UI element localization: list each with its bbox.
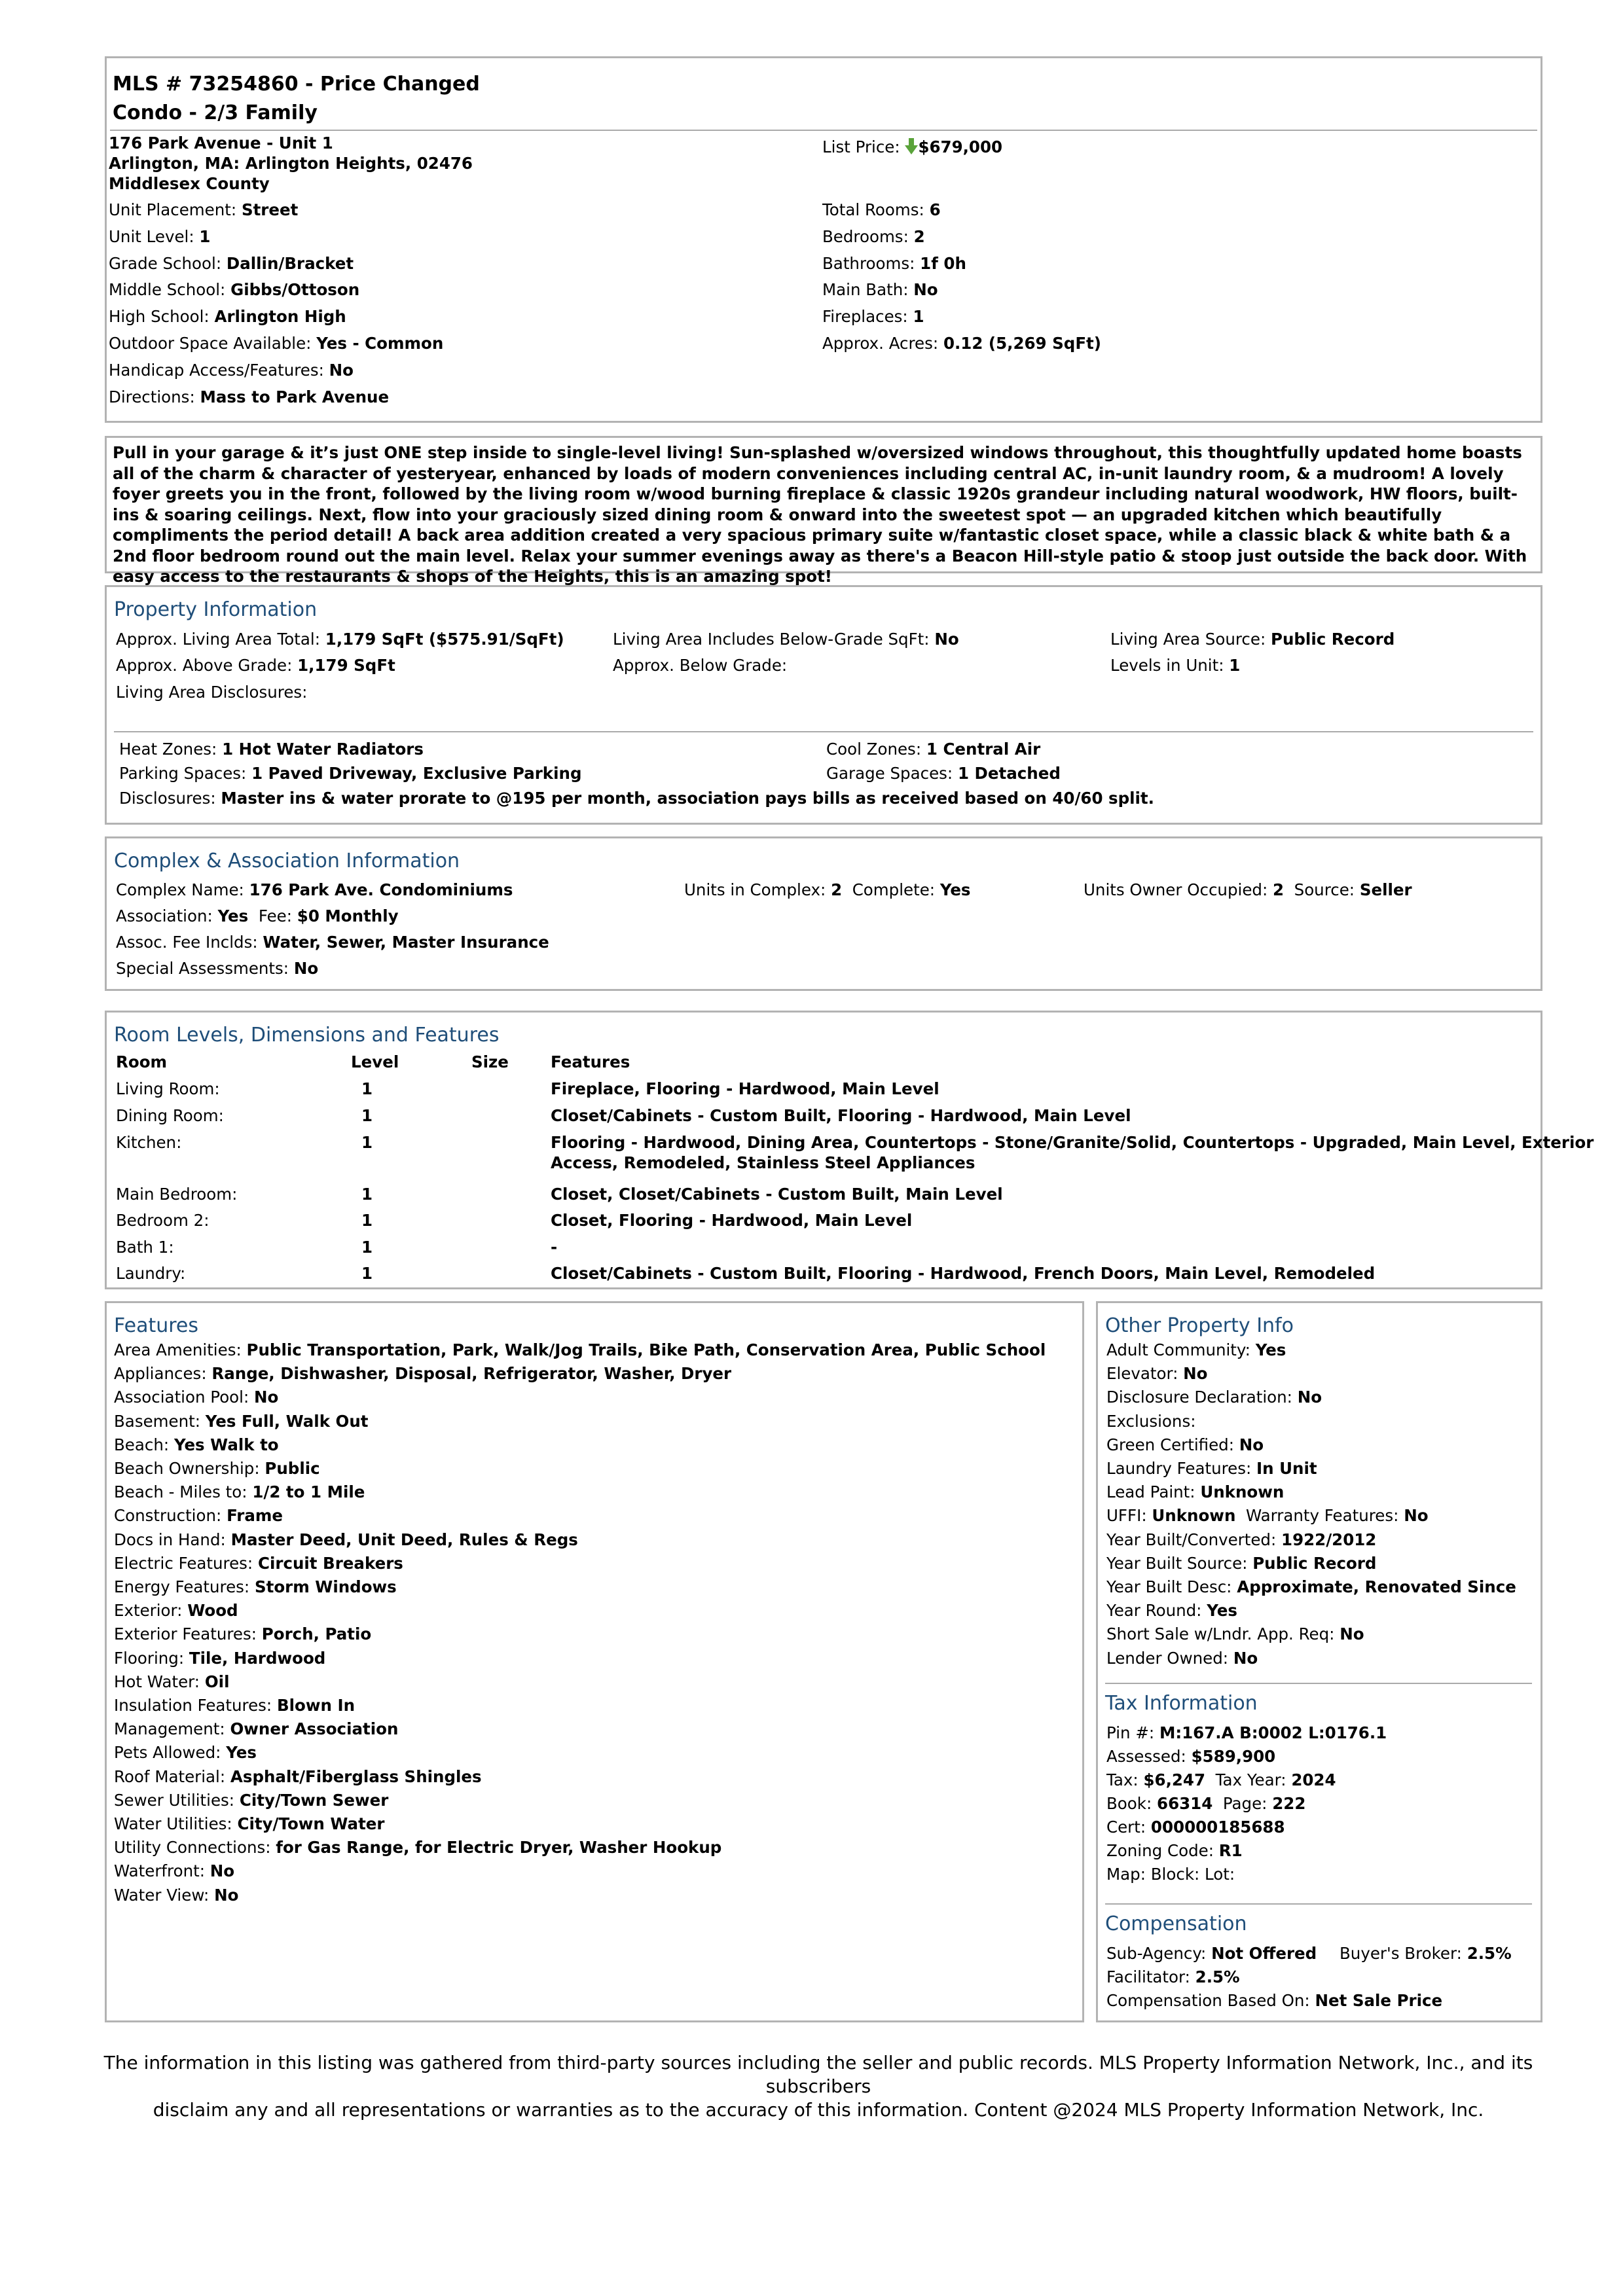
room-features: Closet, Flooring - Hardwood, Main Level xyxy=(551,1211,913,1230)
room-level: 1 xyxy=(361,1211,373,1230)
compensation-based-on: Compensation Based On: Net Sale Price xyxy=(1106,1991,1443,2010)
units-in-complex: Units in Complex: 2 Complete: Yes xyxy=(684,880,971,899)
header-field: Bathrooms: 1f 0h xyxy=(822,253,966,273)
other-info-item: Adult Community: Yes xyxy=(1106,1340,1286,1359)
disclaimer-line-1: The information in this listing was gathered from third-party sources including the seller and public records. MLS Property Information Network, Inc., and its subscribers xyxy=(103,2052,1533,2097)
feature-item: Insulation Features: Blown In xyxy=(114,1696,356,1715)
room-level: 1 xyxy=(361,1106,373,1125)
mls-number: MLS # 73254860 - Price Changed xyxy=(113,73,480,96)
disclaimer-line-2: disclaim any and all representations or warranties as to the accuracy of this information. Content @2024 MLS Property Information Network, Inc. xyxy=(153,2099,1484,2121)
feature-item: Roof Material: Asphalt/Fiberglass Shingles xyxy=(114,1767,482,1786)
feature-item: Utility Connections: for Gas Range, for Electric Dryer, Washer Hookup xyxy=(114,1838,722,1857)
header-field: Approx. Acres: 0.12 (5,269 SqFt) xyxy=(822,334,1101,353)
feature-item: Electric Features: Circuit Breakers xyxy=(114,1553,403,1573)
rooms-title: Room Levels, Dimensions and Features xyxy=(114,1024,500,1047)
sub-agency: Sub-Agency: Not Offered xyxy=(1106,1944,1317,1963)
other-info-item: Year Built Desc: Approximate, Renovated Since xyxy=(1106,1577,1516,1596)
room-level: 1 xyxy=(361,1133,373,1152)
header-field: Bedrooms: 2 xyxy=(822,226,925,246)
living-area-total: Approx. Living Area Total: 1,179 SqFt ($575.91/SqFt) xyxy=(116,630,564,649)
feature-item: Appliances: Range, Dishwasher, Disposal, Refrigerator, Washer, Dryer xyxy=(114,1364,732,1384)
down-arrow-icon xyxy=(905,138,918,155)
header-field: Outdoor Space Available: Yes - Common xyxy=(109,334,444,353)
other-info-item: Exclusions: xyxy=(1106,1411,1196,1431)
header-field: Middle School: Gibbs/Ottoson xyxy=(109,280,360,300)
parking-spaces: Parking Spaces: 1 Paved Driveway, Exclusive Parking xyxy=(119,764,582,783)
other-info-item: UFFI: Unknown Warranty Features: No xyxy=(1106,1506,1429,1526)
garage-spaces: Garage Spaces: 1 Detached xyxy=(826,764,1061,783)
rooms-header-room: Room xyxy=(116,1052,168,1071)
room-features-cont: Access, Remodeled, Stainless Steel Appliances xyxy=(551,1153,976,1172)
header-field: Unit Placement: Street xyxy=(109,200,299,219)
header-field: Handicap Access/Features: No xyxy=(109,360,354,380)
header-field: Total Rooms: 6 xyxy=(822,200,941,219)
feature-item: Waterfront: No xyxy=(114,1861,235,1881)
room-features: - xyxy=(551,1238,558,1257)
rooms-header-size: Size xyxy=(471,1052,509,1071)
room-name: Living Room: xyxy=(116,1079,220,1098)
feature-item: Construction: Frame xyxy=(114,1506,283,1526)
list-price xyxy=(822,137,1002,158)
room-level: 1 xyxy=(361,1238,373,1257)
property-type: Condo - 2/3 Family xyxy=(113,101,318,124)
tax-title: Tax Information xyxy=(1105,1692,1258,1715)
room-name: Laundry: xyxy=(116,1264,186,1283)
other-info-item: Laundry Features: In Unit xyxy=(1106,1459,1317,1478)
disclosures: Disclosures: Master ins & water prorate to @195 per month, association pays bills as received based on 40/60 split. xyxy=(119,789,1154,808)
room-level: 1 xyxy=(361,1079,373,1098)
feature-item: Flooring: Tile, Hardwood xyxy=(114,1648,326,1668)
feature-item: Sewer Utilities: City/Town Sewer xyxy=(114,1790,389,1810)
buyers-broker: Buyer's Broker: 2.5% xyxy=(1340,1944,1512,1963)
feature-item: Beach Ownership: Public xyxy=(114,1459,320,1478)
tax-zoning: Zoning Code: R1 xyxy=(1106,1841,1243,1860)
room-features: Closet/Cabinets - Custom Built, Flooring - Hardwood, Main Level xyxy=(551,1106,1131,1125)
living-area-source: Living Area Source: Public Record xyxy=(1110,630,1395,649)
feature-item: Exterior: Wood xyxy=(114,1601,238,1621)
compensation-title: Compensation xyxy=(1105,1912,1247,1935)
property-info-divider xyxy=(114,731,1533,732)
tax-pin: Pin #: M:167.A B:0002 L:0176.1 xyxy=(1106,1723,1387,1742)
feature-item: Beach - Miles to: 1/2 to 1 Mile xyxy=(114,1482,365,1502)
above-grade: Approx. Above Grade: 1,179 SqFt xyxy=(116,656,395,675)
disclaimer xyxy=(79,2051,1558,2122)
list-price-label: List Price: xyxy=(822,137,900,156)
tax-book: Book: 66314 Page: 222 xyxy=(1106,1794,1306,1813)
room-name: Bath 1: xyxy=(116,1238,174,1257)
living-area-disclosures: Living Area Disclosures: xyxy=(116,683,308,702)
room-features: Flooring - Hardwood, Dining Area, Countertops - Stone/Granite/Solid, Countertops - Upgraded, Main Level, Exterior xyxy=(551,1133,1594,1152)
other-info-item: Year Built Source: Public Record xyxy=(1106,1553,1377,1573)
county: Middlesex County xyxy=(109,174,270,193)
feature-item: Water Utilities: City/Town Water xyxy=(114,1814,385,1833)
room-level: 1 xyxy=(361,1185,373,1204)
room-name: Bedroom 2: xyxy=(116,1211,210,1230)
address-line-1: 176 Park Avenue - Unit 1 xyxy=(109,134,333,152)
other-info-item: Year Round: Yes xyxy=(1106,1601,1237,1621)
feature-item: Pets Allowed: Yes xyxy=(114,1743,257,1763)
rooms-header-level: Level xyxy=(351,1052,399,1071)
association: Association: Yes Fee: $0 Monthly xyxy=(116,906,399,925)
room-features: Closet, Closet/Cabinets - Custom Built, Main Level xyxy=(551,1185,1003,1204)
other-info-item: Year Built/Converted: 1922/2012 xyxy=(1106,1530,1377,1549)
room-name: Main Bedroom: xyxy=(116,1185,238,1204)
feature-item: Energy Features: Storm Windows xyxy=(114,1577,397,1596)
rooms-header-features: Features xyxy=(551,1052,630,1071)
other-info-item: Disclosure Declaration: No xyxy=(1106,1388,1322,1407)
units-owner-occupied: Units Owner Occupied: 2 Source: Seller xyxy=(1084,880,1412,899)
header-field: Unit Level: 1 xyxy=(109,226,211,246)
tax-amount: Tax: $6,247 Tax Year: 2024 xyxy=(1106,1770,1336,1789)
room-name: Kitchen: xyxy=(116,1133,182,1152)
other-info-item: Lead Paint: Unknown xyxy=(1106,1482,1285,1502)
feature-item: Exterior Features: Porch, Patio xyxy=(114,1624,372,1644)
address-line-2: Arlington, MA: Arlington Heights, 02476 xyxy=(109,154,473,173)
other-info-item: Green Certified: No xyxy=(1106,1435,1264,1454)
heat-zones: Heat Zones: 1 Hot Water Radiators xyxy=(119,740,424,759)
special-assessments: Special Assessments: No xyxy=(116,959,319,978)
other-info-title: Other Property Info xyxy=(1105,1314,1294,1337)
feature-item: Water View: No xyxy=(114,1885,239,1905)
feature-item: Management: Owner Association xyxy=(114,1719,399,1739)
feature-item: Docs in Hand: Master Deed, Unit Deed, Rules & Regs xyxy=(114,1530,578,1549)
tax-assessed: Assessed: $589,900 xyxy=(1106,1747,1276,1766)
other-info-item: Lender Owned: No xyxy=(1106,1648,1258,1668)
list-price-value: $679,000 xyxy=(918,137,1003,156)
below-grade: Approx. Below Grade: xyxy=(613,656,788,675)
levels-in-unit: Levels in Unit: 1 xyxy=(1110,656,1241,675)
header-field: Grade School: Dallin/Bracket xyxy=(109,253,354,273)
header-field: Main Bath: No xyxy=(822,280,938,300)
complex-title: Complex & Association Information xyxy=(114,850,460,872)
feature-item: Area Amenities: Public Transportation, Park, Walk/Jog Trails, Bike Path, Conservation Area, Public School xyxy=(114,1340,1046,1359)
header-field: Fireplaces: 1 xyxy=(822,307,924,327)
other-info-item: Short Sale w/Lndr. App. Req: No xyxy=(1106,1624,1364,1644)
header-field: High School: Arlington High xyxy=(109,307,346,327)
compensation-divider xyxy=(1105,1903,1532,1905)
room-level: 1 xyxy=(361,1264,373,1283)
room-features: Closet/Cabinets - Custom Built, Flooring - Hardwood, French Doors, Main Level, Remodeled xyxy=(551,1264,1376,1283)
property-description: Pull in your garage & it’s just ONE step inside to single-level living! Sun-splashed w/oversized windows throughout, this thoughtfully updated home boasts all of the charm & character of yesteryear, enhanced by loads of modern conveniences including central AC, in-unit laundry room, & a mudroom! A lovely foyer greets you in the front, followed by the living room w/wood burning fireplace & classic 1920s grandeur including natural woodwork, HW floors, built-ins & soaring ceilings. Next, flow into your graciously sized dining room & onward into the sweetest spot — an upgraded kitchen which beautifully compliments the period detail! A back area addition created a very spacious primary suite w/fantastic closet space, while a classic black & white bath & a 2nd floor bedroom round out the main level. Relax your summer evenings away as there's a Beacon Hill-style patio & stoop just outside the back door. With easy access to the restaurants & shops of the Heights, this is an amazing spot! xyxy=(113,443,1527,586)
feature-item: Association Pool: No xyxy=(114,1388,279,1407)
assoc-fee-includes: Assoc. Fee Inclds: Water, Sewer, Master Insurance xyxy=(116,933,549,952)
room-features: Fireplace, Flooring - Hardwood, Main Level xyxy=(551,1079,939,1098)
features-title: Features xyxy=(114,1314,198,1337)
other-info-item: Elevator: No xyxy=(1106,1364,1208,1384)
tax-map: Map: Block: Lot: xyxy=(1106,1865,1235,1884)
header-divider xyxy=(110,130,1537,131)
feature-item: Beach: Yes Walk to xyxy=(114,1435,279,1454)
header-field: Directions: Mass to Park Avenue xyxy=(109,387,390,406)
tax-cert: Cert: 000000185688 xyxy=(1106,1818,1285,1837)
feature-item: Hot Water: Oil xyxy=(114,1672,230,1691)
facilitator: Facilitator: 2.5% xyxy=(1106,1967,1240,1986)
feature-item: Basement: Yes Full, Walk Out xyxy=(114,1411,369,1431)
living-area-below-grade: Living Area Includes Below-Grade SqFt: No xyxy=(613,630,959,649)
cool-zones: Cool Zones: 1 Central Air xyxy=(826,740,1041,759)
tax-divider xyxy=(1105,1683,1532,1684)
complex-name: Complex Name: 176 Park Ave. Condominiums xyxy=(116,880,513,899)
property-info-title: Property Information xyxy=(114,598,318,621)
room-name: Dining Room: xyxy=(116,1106,224,1125)
